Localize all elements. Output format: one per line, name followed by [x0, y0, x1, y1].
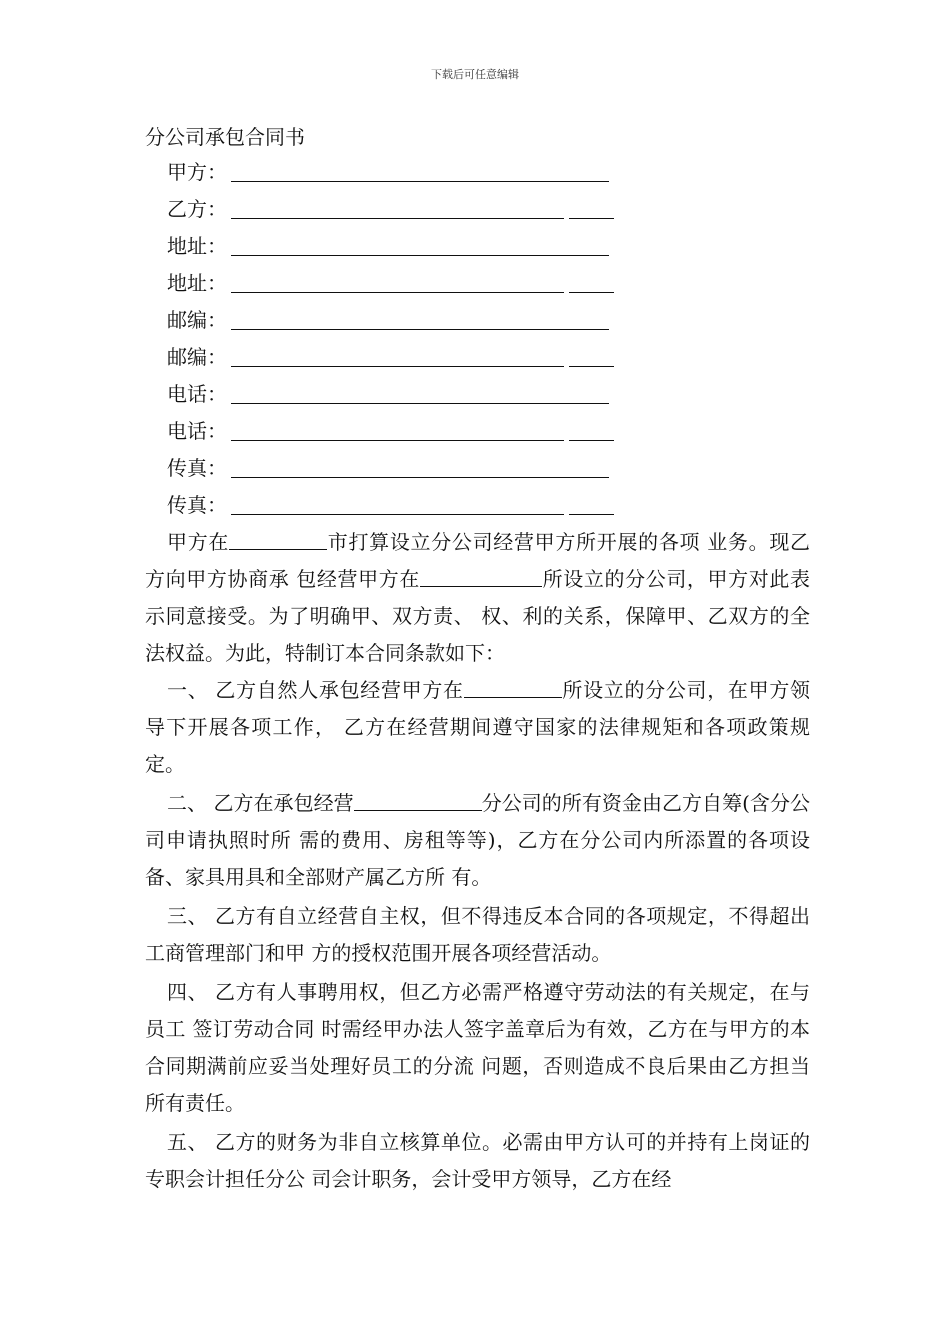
blank-line [231, 255, 609, 256]
clause-3: 三、 乙方有自立经营自主权，但不得违反本合同的各项规定，不得超出工商管理部门和甲 方的授权范围开展各项经营活动。 [145, 904, 810, 965]
field-label: 甲方： [167, 160, 227, 184]
blank-line [231, 292, 564, 293]
postcode-a-field [145, 302, 810, 339]
field-label: 电话： [167, 419, 227, 443]
phone-a-field [145, 376, 810, 413]
blank-line [231, 403, 609, 404]
blank-line [569, 514, 614, 515]
blank-line [354, 788, 482, 811]
intro-text: 甲方在 [167, 530, 230, 554]
blank-line [231, 329, 609, 330]
blank-line [231, 181, 609, 182]
blank-line [464, 675, 562, 698]
fax-a-field [145, 450, 810, 487]
blank-line [569, 440, 614, 441]
header-note: 下载后可任意编辑 [431, 68, 519, 81]
intro-text: 所设立的分公司，甲方对此表示同意接受。为了明确甲、双方责、 权、利的关系，保障甲、乙双方的全法权益。为此，特制订本合同条款如下： [145, 567, 811, 665]
postcode-b-field [145, 339, 810, 376]
blank-line [231, 477, 609, 478]
address-a-field [145, 228, 810, 265]
field-label: 电话： [167, 382, 227, 406]
blank-line [229, 527, 327, 550]
party-b-field [145, 191, 810, 228]
clause-text: 二、 乙方在承包经营 [167, 791, 354, 815]
clause-text: 一、 乙方自然人承包经营甲方在 [167, 678, 464, 702]
field-label: 地址： [167, 271, 227, 295]
clause-text: 分公司的所有资金由乙方自筹(含分公司申请执照时所 需的费用、房租等等)，乙方在分公司内所添置的各项设备、家具用具和全部财产属乙方所 有。 [145, 791, 810, 889]
field-label: 传真： [167, 456, 227, 480]
intro-paragraph [145, 524, 810, 672]
field-label: 乙方： [167, 197, 227, 221]
intro-text: 市打算设立分公司经营甲方所开展的各项 业务。现乙方向甲方协商承 包经营甲方在 [145, 530, 811, 591]
address-b-field [145, 265, 810, 302]
blank-line [569, 366, 614, 367]
party-a-field [145, 154, 810, 191]
clause-2 [145, 785, 810, 896]
blank-line [231, 218, 564, 219]
field-label: 地址： [167, 234, 227, 258]
document-title: 分公司承包合同书 [145, 125, 305, 149]
field-label: 邮编： [167, 308, 227, 332]
clause-4: 四、 乙方有人事聘用权，但乙方必需严格遵守劳动法的有关规定，在与员工 签订劳动合同 时需经甲办法人签字盖章后为有效，乙方在与甲方的本合同期满前应妥当处理好员工的分流 问题，否则造成不良后果由乙方担当所有责任。 [145, 980, 810, 1115]
blank-line [420, 564, 542, 587]
blank-line [569, 292, 614, 293]
contract-document [145, 120, 810, 1198]
field-label: 传真： [167, 493, 227, 517]
blank-line [231, 366, 564, 367]
field-label: 邮编： [167, 345, 227, 369]
clause-5: 五、 乙方的财务为非自立核算单位。必需由甲方认可的并持有上岗证的专职会计担任分公 司会计职务，会计受甲方领导，乙方在经 [145, 1130, 810, 1191]
clause-text: 所设立的分公司，在甲方领导下开展各项工作， 乙方在经营期间遵守国家的法律规矩和各项政策规定。 [145, 678, 811, 776]
blank-line [231, 514, 564, 515]
clause-1 [145, 672, 810, 783]
phone-b-field [145, 413, 810, 450]
blank-line [569, 218, 614, 219]
fax-b-field [145, 487, 810, 524]
blank-line [231, 440, 564, 441]
